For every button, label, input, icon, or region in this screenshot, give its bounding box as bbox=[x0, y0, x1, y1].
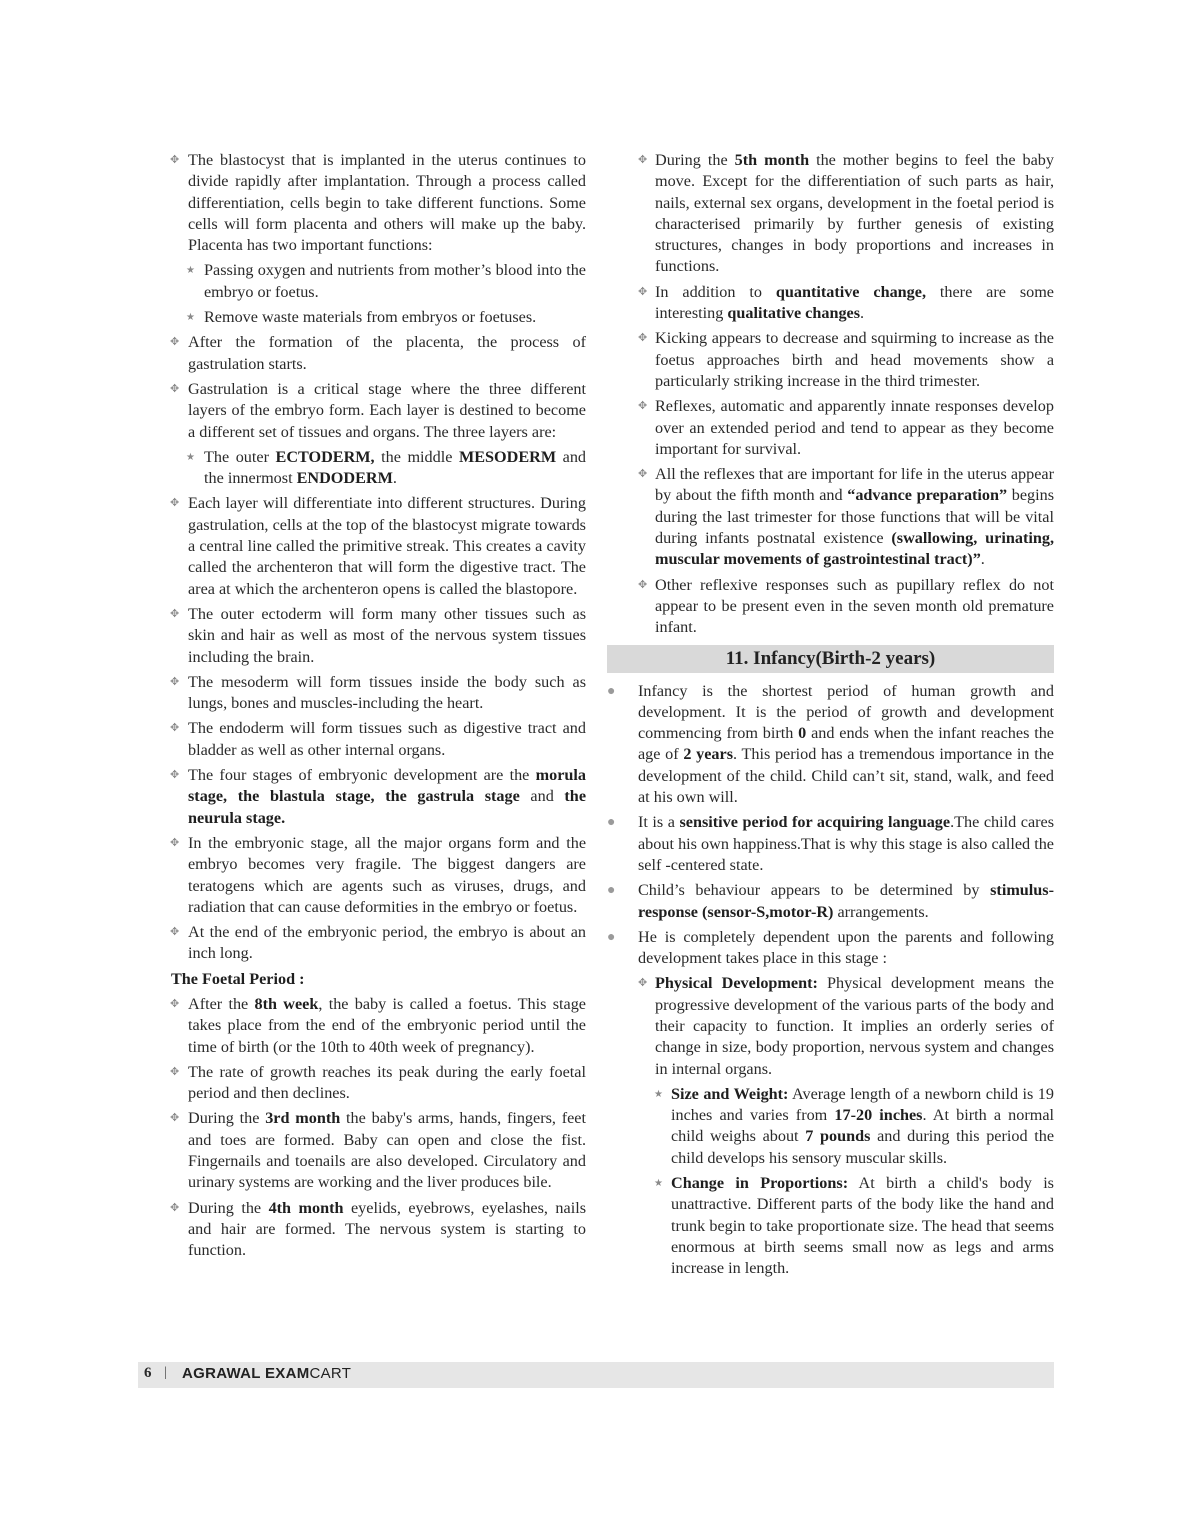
list-item bbox=[168, 332, 586, 375]
subheading: The Foetal Period : bbox=[171, 969, 305, 988]
list-item bbox=[168, 922, 586, 965]
diamond-bullet-icon: ✥ bbox=[638, 578, 648, 591]
diamond-bullet-icon: ✥ bbox=[638, 400, 648, 413]
list-item bbox=[168, 307, 586, 328]
list-item bbox=[607, 328, 1054, 392]
list-item-text: Other reflexive responses such as pupillary reflex do not appear to be present even in the seven month old premature infant. bbox=[655, 575, 1054, 637]
list-item bbox=[607, 150, 1054, 278]
list-item bbox=[607, 681, 1054, 809]
diamond-bullet-icon: ✥ bbox=[170, 1065, 180, 1078]
dot-bullet-icon: ● bbox=[607, 815, 616, 831]
list-item bbox=[607, 880, 1054, 923]
list-item-text: Physical Development: Physical development means the progressive development of the various parts of the body and their capacity to function. It implies an orderly series of change in size, body proportion, nervous system and changes in internal organs. bbox=[655, 974, 1054, 1078]
diamond-bullet-icon: ✥ bbox=[170, 607, 180, 620]
diamond-bullet-icon: ✥ bbox=[170, 497, 180, 510]
list-item bbox=[168, 260, 586, 303]
list-item-text: Remove waste materials from embryos or foetuses. bbox=[204, 308, 537, 327]
list-item-text: The four stages of embryonic development are the morula stage, the blastula stage, the gastrula stage and the neurula stage. bbox=[188, 766, 586, 827]
list-item bbox=[168, 994, 586, 1058]
diamond-bullet-icon: ✥ bbox=[170, 926, 180, 939]
list-item bbox=[607, 927, 1054, 970]
list-item-text: Gastrulation is a critical stage where the three different layers of the embryo form. Each layer is destined to become a different set of tissues and organs. The three layers are: bbox=[188, 379, 586, 441]
star-bullet-icon: ★ bbox=[186, 265, 195, 277]
list-item-text: After the formation of the placenta, the process of gastrulation starts. bbox=[188, 333, 586, 373]
list-item bbox=[168, 604, 586, 668]
list-item-text: The endoderm will form tissues such as digestive tract and bladder as well as other internal organs. bbox=[188, 719, 586, 759]
list-item-text: Each layer will differentiate into different structures. During gastrulation, cells at the top of the blastocyst migrate towards a central line called the primitive streak. This creates a cavity called the archenteron that will form the digestive tract. The area at which the archenteron opens is called the blastopore. bbox=[188, 494, 586, 598]
list-item-text: Size and Weight: Average length of a newborn child is 19 inches and varies from 17-20 inches. At birth a normal child weighs about 7 pounds and during this period the child develops his sensory muscular skills. bbox=[671, 1084, 1055, 1167]
list-item bbox=[607, 396, 1054, 460]
list-item-text: The blastocyst that is implanted in the uterus continues to divide rapidly after implantation. Through a process called differentiation, cells begin to take different functions. Some cells will form placenta and others will make up the baby. Placenta has two important functions: bbox=[188, 151, 586, 255]
list-item bbox=[607, 282, 1054, 325]
list-item bbox=[168, 1062, 586, 1105]
diamond-bullet-icon: ✥ bbox=[170, 836, 180, 849]
list-item bbox=[168, 379, 586, 443]
diamond-bullet-icon: ✥ bbox=[170, 1112, 180, 1125]
diamond-bullet-icon: ✥ bbox=[170, 1201, 180, 1214]
list-item-text: Passing oxygen and nutrients from mother’s blood into the embryo or foetus. bbox=[204, 261, 586, 301]
list-item-text: It is a sensitive period for acquiring language.The child cares about his own happiness.That is why this stage is also called the self -centered state. bbox=[638, 813, 1055, 874]
diamond-bullet-icon: ✥ bbox=[170, 997, 180, 1010]
list-item-text: He is completely dependent upon the parents and following development takes place in this stage : bbox=[638, 927, 1054, 968]
dot-bullet-icon: ● bbox=[607, 929, 616, 945]
diamond-bullet-icon: ✥ bbox=[170, 382, 180, 395]
list-item bbox=[607, 464, 1054, 570]
page-footer bbox=[138, 1362, 1054, 1388]
list-item bbox=[168, 672, 586, 715]
list-item-text: All the reflexes that are important for life in the uterus appear by about the fifth month and “advance preparation” begins during the last trimester for those functions that will be vital during infants postnatal existence (swallowing, urinating, muscular movements of gastrointestinal tract)”. bbox=[655, 465, 1054, 569]
diamond-bullet-icon: ✥ bbox=[638, 332, 648, 345]
list-item-text: The outer ECTODERM, the middle MESODERM and the innermost ENDODERM. bbox=[204, 447, 587, 488]
list-item-text: Change in Proportions: At birth a child's body is unattractive. Different parts of the body like the hand and trunk begin to take proportionate size. The head that seems enormous at birth seems small now as legs and arms increase in length. bbox=[671, 1174, 1054, 1278]
list-item-text: At the end of the embryonic period, the embryo is about an inch long. bbox=[188, 923, 586, 963]
dot-bullet-icon: ● bbox=[607, 883, 616, 899]
star-bullet-icon: ★ bbox=[186, 451, 195, 463]
list-item bbox=[607, 575, 1054, 639]
dot-bullet-icon: ● bbox=[607, 683, 616, 699]
diamond-bullet-icon: ✥ bbox=[638, 285, 648, 298]
list-item-text: Reflexes, automatic and apparently innate responses develop over an extended period and tend to appear as they become important for survival. bbox=[655, 397, 1054, 458]
list-item bbox=[168, 1108, 586, 1193]
list-item bbox=[607, 1084, 1054, 1169]
brand-bold: AGRAWAL EXAM bbox=[182, 1365, 310, 1382]
star-bullet-icon: ★ bbox=[654, 1178, 663, 1190]
list-item-text: During the 4th month eyelids, eyebrows, eyelashes, nails and hair are formed. The nervous system is starting to function. bbox=[188, 1198, 587, 1260]
section-heading: 11. Infancy(Birth-2 years) bbox=[607, 645, 1054, 673]
list-item-text: During the 3rd month the baby's arms, hands, fingers, feet and toes are formed. Baby can open and close the fist. Fingernails and toenails are also developed. Circulatory and urinary systems are working and the liver produces bile. bbox=[188, 1109, 586, 1192]
diamond-bullet-icon: ✥ bbox=[638, 468, 648, 481]
star-bullet-icon: ★ bbox=[186, 312, 195, 324]
diamond-bullet-icon: ✥ bbox=[170, 675, 180, 688]
list-item bbox=[168, 447, 586, 490]
list-item-text: Child’s behaviour appears to be determined by stimulus-response (sensor-S,motor-R) arrangements. bbox=[638, 881, 1054, 921]
list-item-text: In the embryonic stage, all the major organs form and the embryo becomes very fragile. The biggest dangers are teratogens which are agents such as viruses, drugs, and radiation that can cause deformities in the embryo or foetus. bbox=[188, 833, 586, 916]
list-item-text: The mesoderm will form tissues inside the body such as lungs, bones and muscles-including the heart. bbox=[188, 672, 586, 713]
list-item bbox=[168, 718, 586, 761]
list-item-text: In addition to quantitative change, there are some interesting qualitative changes. bbox=[655, 282, 1054, 323]
list-item bbox=[607, 812, 1054, 876]
diamond-bullet-icon: ✥ bbox=[638, 977, 648, 990]
list-item bbox=[168, 1198, 586, 1262]
diamond-bullet-icon: ✥ bbox=[170, 769, 180, 782]
list-item-text: During the 5th month the mother begins to feel the baby move. Except for the differentiation of such parts as hair, nails, external sex organs, development in the foetal period is characterised primarily by further genesis of existing structures, changes in body proportions and increases in functions. bbox=[655, 151, 1054, 276]
diamond-bullet-icon: ✥ bbox=[170, 336, 180, 349]
list-item-text: After the 8th week, the baby is called a foetus. This stage takes place from the end of the embryonic period until the time of birth (or the 10th to 40th week of pregnancy). bbox=[188, 994, 586, 1056]
list-item-text: Kicking appears to decrease and squirming to increase as the foetus approaches birth and head movements show a particularly striking increase in the third trimester. bbox=[655, 329, 1054, 390]
brand-light: CART bbox=[309, 1365, 352, 1382]
list-item bbox=[168, 150, 586, 256]
list-item bbox=[607, 1173, 1054, 1279]
page-number: 6 bbox=[144, 1365, 152, 1381]
diamond-bullet-icon: ✥ bbox=[638, 154, 648, 166]
publisher-logo bbox=[182, 1365, 351, 1382]
star-bullet-icon: ★ bbox=[654, 1088, 663, 1100]
diamond-bullet-icon: ✥ bbox=[170, 154, 180, 166]
list-item bbox=[168, 493, 586, 599]
footer-separator: | bbox=[164, 1365, 167, 1380]
left-column bbox=[168, 150, 586, 1266]
list-item bbox=[168, 833, 586, 918]
list-item bbox=[607, 973, 1054, 1079]
list-item-text: The rate of growth reaches its peak during the early foetal period and then declines. bbox=[188, 1062, 586, 1103]
list-item-text: Infancy is the shortest period of human growth and development. It is the period of growth and development commencing from birth 0 and ends when the infant reaches the age of 2 years. This period has a tremendous importance in the development of the child. Child can’t sit, stand, walk, and feed at his own will. bbox=[638, 681, 1054, 807]
diamond-bullet-icon: ✥ bbox=[170, 722, 180, 735]
list-item bbox=[168, 765, 586, 829]
list-item-text: The outer ectoderm will form many other tissues such as skin and hair as well as most of the nervous system tissues including the brain. bbox=[188, 604, 586, 666]
right-column bbox=[607, 150, 1054, 1284]
